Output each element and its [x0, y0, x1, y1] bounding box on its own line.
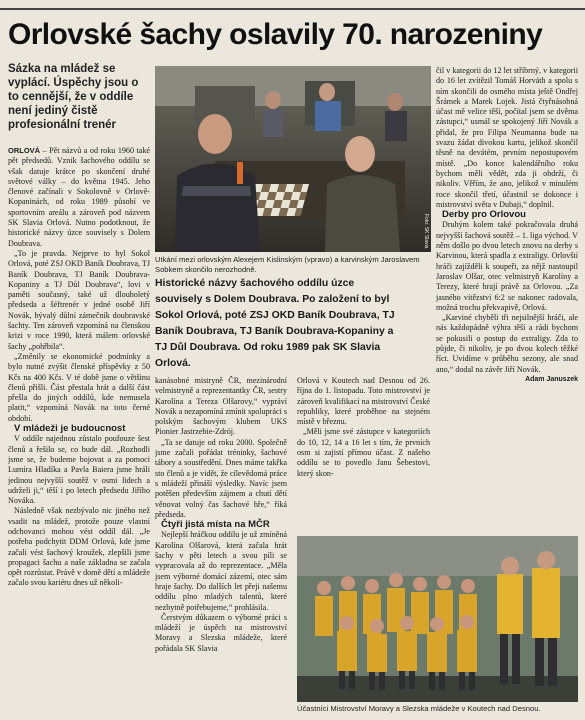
group-photo-caption: Účastníci Mistrovství Moravy a Slezska mládeže v Koutech nad Desnou.: [297, 704, 541, 713]
subheading: Derby pro Orlovou: [442, 209, 526, 221]
byline: Adam Januszek: [525, 375, 578, 383]
paragraph: „Změnily se ekonomické podmínky a bylo nutné zvýšit členské příspěvky z 50 Kčs na 400 Kčs. V té době jsme o většinu členů přišli. Část přestala hrát a další část přešla do jiných oddílů, kde nemusela platit,“ vzpomíná Novák na toto černé období.: [8, 351, 150, 423]
paragraph: Druhým kolem také pokračovala druhá nejvyšší šachová soutěž – 1. liga východ. V něm došlo po dvou letech znovu na derby s Karvinou, která spadla z extraligy. Orlovští hráči zajížděli k soupeři, za nějž nastoupil Jaroslav Olšar, otec velmistryň Karolíny a Terezy, které hrají právě za Orlovou. „Za jasného vítězství 6:2 se nakonec radovala, možná trochu překvapivě, Orlová.: [436, 220, 578, 312]
paragraph-text: – Pět názvů a od roku 1960 také pět předsedů. Vznik šachového oddílu se však datuje krátce po skončení druhé světové války – do května 1945. Jeho členové začínali v Sokolovně v Orlově-Kopaninách, od roku 1989 působí ve sportovním areálu a zároveň pod názvem SK Slavia Orlová. Nutno podotknout, že historické názvy úzce souvisely s Dolem Doubrava.: [8, 146, 150, 248]
paragraph: [8, 146, 150, 249]
lead-paragraph: Sázka na mládež se vyplácí. Úspěchy jsou o to cennější, že v oddíle není jediný čistě profesionální trenér: [8, 63, 139, 131]
column-2: [155, 376, 287, 718]
paragraph: čil v kategorii do 12 let stříbrný, v kategorii do 16 let zvítězil Tomáš Horváth a spolu s ním skončili do osmého místa ještě Ondřej Šrámek a Marek Lojek. Jistá čtyřnásobná účast mě velice těší, počítal jsem se dvěma zástupci,“ usmál se spokojený Jiří Novák a přidal, že pro Filipa Neumanna bude na svazu žádat divokou kartu, jelikož skončil těsně na devátém, prvním nepostupovém místě. „Do konce kalendářního roku bychom měli vědět, zda ji obdrží, či nikoliv. Věřím, že ano, jelikož v minulém roce skončil třetí, účastnil se dokonce i mistrovství světa v Dubaji,“ doplnil.: [436, 66, 578, 209]
chess-match-image: [155, 66, 431, 252]
headline: Orlovské šachy oslavily 70. narozeniny: [8, 18, 543, 51]
paragraph: Následně však nezbývalo nic jiného než vsadit na mládež, protože pouze vlastní odchovanci mohou vést oddíl dál. „Je potřeba podchytit DDM Orlová, kde jsme začali vést šachový kroužek, zlepšili jsme propagaci šachu a naše základna se začala opět rozrůstat. Právě v domě dětí a mládeže začalo svou kariéru dnes už několi-: [8, 506, 150, 588]
paragraph: Nejlepší hráčkou oddílu je už zmíněná Karolína Olšarová, která začala hrát šachy v pěti letech a svou píli se vypracovala až do reprezentace. „Měla jsem výborné domácí zázemí, otec sám hraje šachy. Do dalších let přeji našemu oddílu plno mladých talentů, které nezbytně potřebujeme,“ prohlásila.: [155, 530, 287, 612]
paragraph: V oddíle najednou zůstalo poufouze šest členů a řešilo se, co bude dál. „Rozhodli jsme se, že budeme bojovat a za pomoci Lumíra Hladíka a Pavla Baiera jsme hráli jedinou nejvyšší soutěž v osmi lidech a udrželi ji,“ těší i po letech předsedu Jiřího Nováka.: [8, 434, 150, 506]
paragraph: „Měli jsme své zástupce v kategoriích do 10, 12, 14 a 16 let s tím, že prvních osm si zajistí přímou účast. Z našeho oddílu se to povedlo Janu Šebestovi, který skon-: [297, 427, 430, 478]
pull-quote: Historické názvy šachového oddílu úzce souvisely s Dolem Doubrava. Po založení to byl Sokol Orlová, poté ZSJ OKD Baník Doubrava, TJ Baník Doubrava, TJ Baník Doubrava-Kopaniny a TJ Důl Doubrava. Od roku 1989 pak SK Slavia Orlová.: [155, 278, 395, 369]
top-rule: [0, 8, 585, 10]
youth-team-image: [297, 536, 578, 702]
group-photo: [297, 536, 578, 702]
column-4: [436, 66, 578, 528]
paragraph: Čerstvým důkazem o výborné práci s mládeží je úspěch na mistrovství Moravy a Slezska mládeže, které pořádala SK Slavia: [155, 612, 287, 653]
paragraph: „To je pravda. Nejprve to byl Sokol Orlová, poté ZSJ OKD Baník Doubrava, TJ Baník Doubrava, TJ Baník Doubrava-Kopaniny a TJ Důl Doubrava“, lovi v paměti současný, také už dlouholetý předseda a šéftrenér v jedné osobě Jiří Novák, bývalý důlní zámečník doubravské šachty. Ten zároveň vzpomíná na členskou krizi v roce 1990, která málem orlovské šachy „pohřbila“.: [8, 248, 150, 351]
chess-match-photo: [155, 66, 431, 252]
subheading: Čtyři jistá místa na MČR: [161, 519, 270, 531]
column-3: [297, 376, 430, 534]
paragraph: kanásobné mistryně ČR, mezinárodní velmistryně a reprezentantky ČR, sestry Karolína a Tereza Olšarovy,“ vypráví Novák a nezapomíná zmínit spolupráci s polským šachovým klubem UKS Pionier Jastrzebie-Zdrój.: [155, 376, 287, 437]
photo-caption: Utkání mezi orlovským Alexejem Kislinským (vpravo) a karvinským Jaroslavem Sobkem skončilo nerozhodně.: [155, 255, 420, 274]
column-1: [8, 146, 150, 718]
subheading: V mládeži je budoucnost: [14, 423, 126, 435]
paragraph: „Ta se datuje od roku 2000. Společně jsme začali pořádat tréninky, šachové tábory a soustředění. Dnes máme takřka sto členů a je vidět, že cílevědomá práce s mládeží přináší výsledky. Navíc jsem potěšen především zájmem a chutí dětí věnovat volný čas šachové hře,“ říká předseda.: [155, 437, 287, 519]
paragraph: „Karviné chyběli tři nejsilnější hráči, ale nás každopádně výhra těší a rádi bychom se pokusili o postup do extraligy. Zda to půjde, či nikoliv, je po dvou kolech těžké říct. Uvidíme v průběhu sezony, ale snad ano,“ dodal na závěr Jiří Novák.: [436, 313, 578, 374]
paragraph: Orlová v Koutech nad Desnou od 26. října do 1. listopadu. Toto mistrovství je zároveň kvalifikací na mistrovství České republiky, které proběhne na stejném místě v březnu.: [297, 376, 430, 427]
dateline: ORLOVÁ: [8, 146, 41, 155]
photo-credit: Foto: SK Slavia: [423, 213, 429, 248]
